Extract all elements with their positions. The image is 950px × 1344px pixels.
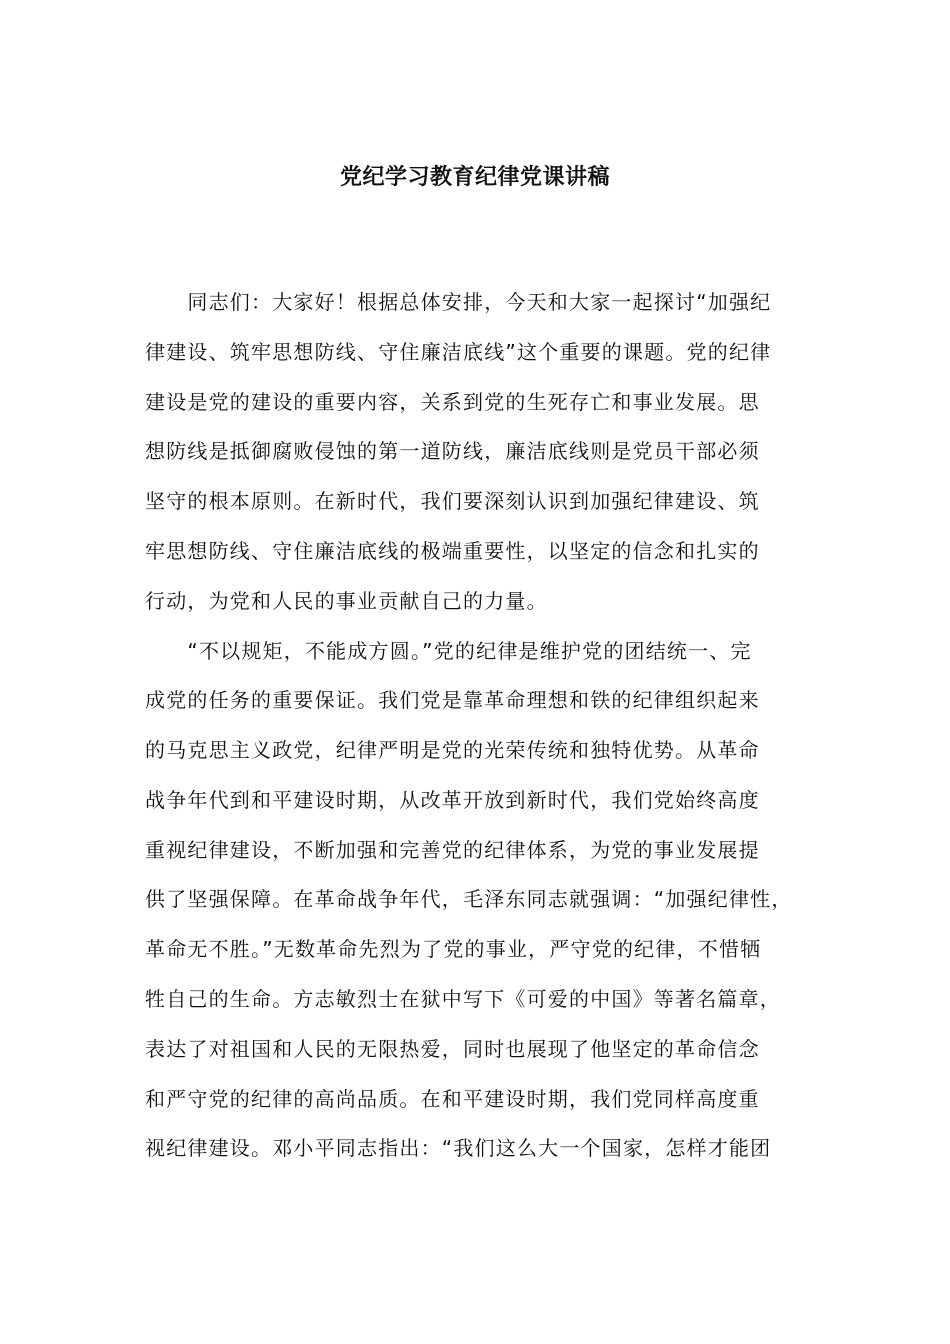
- body-line: 坚守的根本原则。在新时代，我们要深刻认识到加强纪律建设、筑: [145, 489, 760, 513]
- body-line: 的马克思主义政党，纪律严明是党的光荣传统和独特优势。从革命: [145, 738, 760, 762]
- body-line: “不以规矩，不能成方圆。”党的纪律是维护党的团结统一、完: [145, 639, 752, 663]
- body-line: 重视纪律建设，不断加强和完善党的纪律体系，为党的事业发展提: [145, 838, 760, 862]
- body-line: 牢思想防线、守住廉洁底线的极端重要性，以坚定的信念和扎实的: [145, 539, 760, 563]
- body-line: 律建设、筑牢思想防线、守住廉洁底线”这个重要的课题。党的纪律: [145, 340, 772, 364]
- body-line: 和严守党的纪律的高尚品质。在和平建设时期，我们党同样高度重: [145, 1087, 760, 1111]
- body-line: 供了坚强保障。在革命战争年代，毛泽东同志就强调：“加强纪律性，: [145, 887, 793, 911]
- body-line: 成党的任务的重要保证。我们党是靠革命理想和铁的纪律组织起来: [145, 688, 760, 712]
- body-line: 视纪律建设。邓小平同志指出：“我们这么大一个国家，怎样才能团: [145, 1136, 772, 1160]
- body-line: 表达了对祖国和人民的无限热爱，同时也展现了他坚定的革命信念: [145, 1037, 760, 1061]
- body-line: 革命无不胜。”无数革命先烈为了党的事业，严守党的纪律，不惜牺: [145, 937, 762, 961]
- document-title: 党纪学习教育纪律党课讲稿: [339, 165, 610, 190]
- body-line: 牲自己的生命。方志敏烈士在狱中写下《可爱的中国》等著名篇章，: [145, 987, 781, 1011]
- body-line: 想防线是抵御腐败侵蚀的第一道防线，廉洁底线则是党员干部必须: [145, 439, 760, 463]
- body-line: 战争年代到和平建设时期，从改革开放到新时代，我们党始终高度: [145, 788, 760, 812]
- body-line: 行动，为党和人民的事业贡献自己的力量。: [145, 589, 548, 613]
- body-line: 建设是党的建设的重要内容，关系到党的生死存亡和事业发展。思: [145, 390, 760, 414]
- body-line: 同志们：大家好！根据总体安排，今天和大家一起探讨“加强纪: [145, 290, 772, 314]
